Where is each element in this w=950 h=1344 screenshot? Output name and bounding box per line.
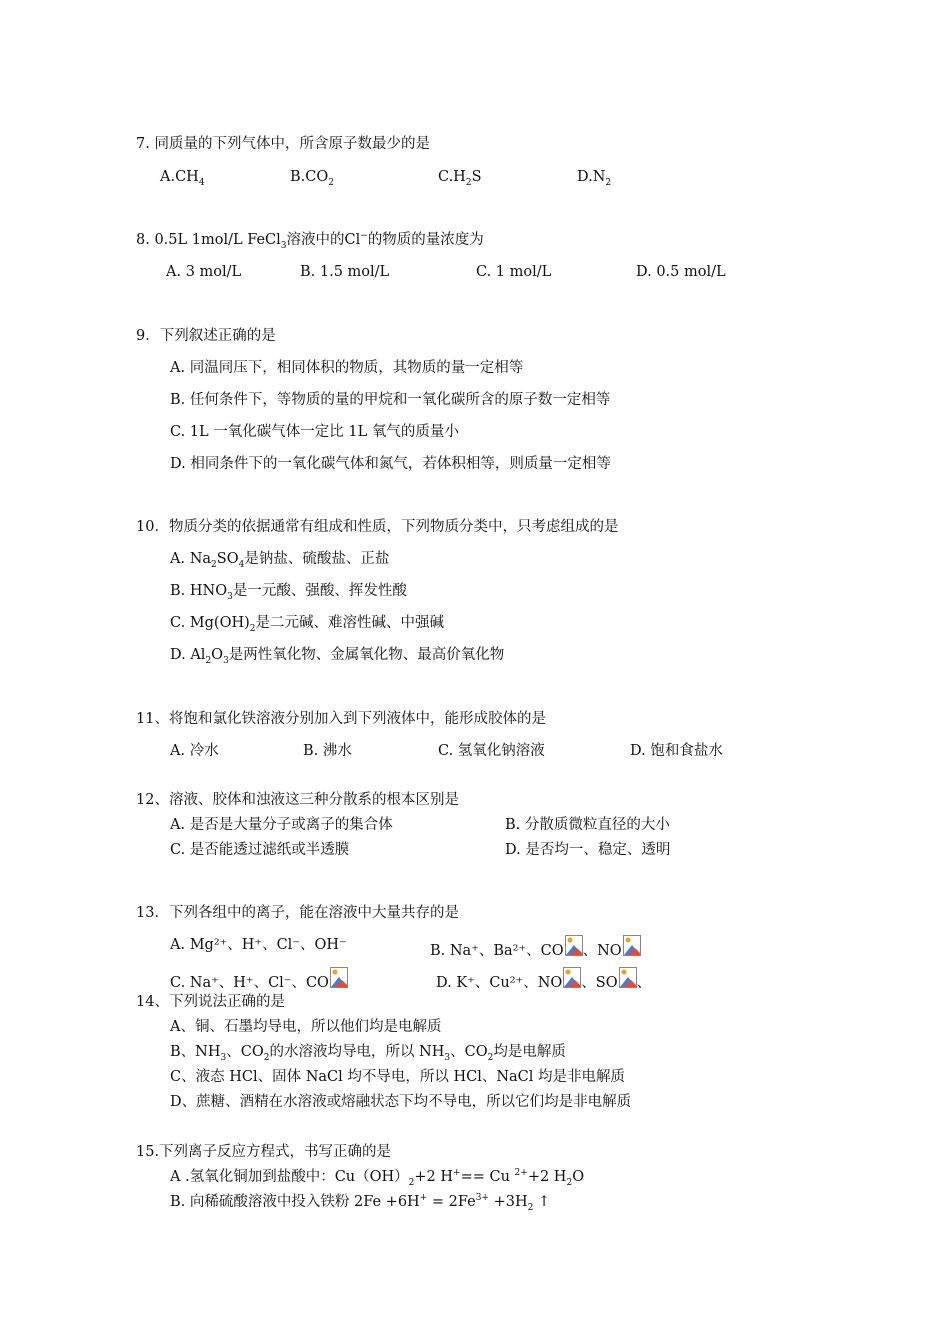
q8-option-a: A. 3 mol/L [166, 264, 242, 280]
q8-option-c: C. 1 mol/L [476, 264, 552, 280]
broken-image-icon [623, 935, 641, 963]
q10-option-b: B. $HNO_3$是一元酸、强酸、挥发性酸 [170, 583, 407, 602]
q9-option-d: D. 相同条件下的一氧化碳气体和氮气，若体积相等，则质量一定相等 [170, 456, 611, 472]
broken-image-icon [563, 967, 581, 995]
question-15-stem: 15.下列离子反应方程式，书写正确的是 [136, 1144, 392, 1160]
q14-option-b: B、$NH_3$、$CO_2$的水溶液均导电，所以 $NH_3$、$CO_2$均是电解质 [170, 1044, 566, 1063]
q7-option-a: $A.CH_4$ [160, 169, 205, 188]
q15-option-a: A .氢氧化铜加到盐酸中：$Cu(OH)_2+2$ H+== Cu $^{2+}$+2 $H_2O$ [170, 1168, 585, 1188]
q10-option-a: A. $Na_2SO_4$是钠盐、硫酸盐、正盐 [170, 551, 390, 570]
q9-option-c: C. 1L 一氧化碳气体一定比 1L 氧气的质量小 [170, 424, 459, 440]
question-13-stem: 13．下列各组中的离子，能在溶液中大量共存的是 [136, 905, 459, 921]
q8-option-b: B. 1.5 mol/L [300, 264, 390, 280]
q12-option-b: B. 分散质微粒直径的大小 [505, 817, 670, 833]
question-12-stem: 12、溶液、胶体和浊液这三种分散系的根本区别是 [136, 792, 459, 808]
broken-image-icon [619, 967, 637, 995]
q13-option-d: D. K⁺、Cu²⁺、NO 、SO 、 [436, 967, 651, 995]
q14-option-c: C、液态 HCl、固体 NaCl 均不导电，所以 HCl、NaCl 均是非电解质 [170, 1069, 626, 1085]
q13-option-a: A. Mg²⁺、H⁺、Cl⁻、OH⁻ [170, 937, 347, 953]
q11-option-a: A. 冷水 [170, 743, 219, 759]
q8-option-d: D. 0.5 mol/L [636, 264, 726, 280]
question-11-stem: 11、将饱和氯化铁溶液分别加入到下列液体中，能形成胶体的是 [136, 711, 546, 727]
q7-option-d: $D.N_2$ [577, 169, 612, 188]
q11-option-c: C. 氢氧化钠溶液 [438, 743, 545, 759]
q12-option-a: A. 是否是大量分子或离子的集合体 [170, 817, 393, 833]
q12-option-d: D. 是否均一、稳定、透明 [505, 842, 671, 858]
question-14-stem: 14、下列说法正确的是 [136, 994, 285, 1010]
q15-option-b: B. 向稀硫酸溶液中投入铁粉 $2Fe +6H^+ = 2Fe^{3+} +3H_2$ ↑ [170, 1193, 551, 1213]
question-10-stem: 10．物质分类的依据通常有组成和性质，下列物质分类中，只考虑组成的是 [136, 519, 619, 535]
broken-image-icon [565, 935, 583, 963]
q10-option-d: D. $Al_2O_3$是两性氧化物、金属氧化物、最高价氧化物 [170, 647, 505, 666]
q14-option-d: D、蔗糖、酒精在水溶液或熔融状态下均不导电，所以它们均是非电解质 [170, 1094, 632, 1110]
question-7-stem: 7. 同质量的下列气体中，所含原子数最少的是 [136, 136, 430, 152]
q7-option-c: $C.H_2S$ [438, 169, 482, 188]
q13-option-b: B. Na⁺、Ba²⁺、CO 、NO [430, 935, 641, 963]
q7-option-b: $B.CO_2$ [290, 169, 334, 188]
q10-option-c: C. $Mg(OH)_2$是二元碱、难溶性碱、中强碱 [170, 615, 445, 634]
q11-option-d: D. 饱和食盐水 [630, 743, 723, 759]
broken-image-icon [330, 967, 348, 995]
q9-option-b: B. 任何条件下，等物质的量的甲烷和一氧化碳所含的原子数一定相等 [170, 392, 611, 408]
q11-option-b: B. 沸水 [303, 743, 352, 759]
question-9-stem: 9．下列叙述正确的是 [136, 328, 276, 344]
question-8-stem: 8. 0.5L 1mol/L FeCl$_3$溶液中的Cl−的物质的量浓度为 [136, 231, 484, 251]
q13-option-c: C. Na⁺、H⁺、Cl⁻、CO [170, 967, 348, 995]
q12-option-c: C. 是否能透过滤纸或半透膜 [170, 842, 350, 858]
q9-option-a: A. 同温同压下，相同体积的物质，其物质的量一定相等 [170, 360, 524, 376]
q14-option-a: A、铜、石墨均导电，所以他们均是电解质 [170, 1019, 442, 1035]
